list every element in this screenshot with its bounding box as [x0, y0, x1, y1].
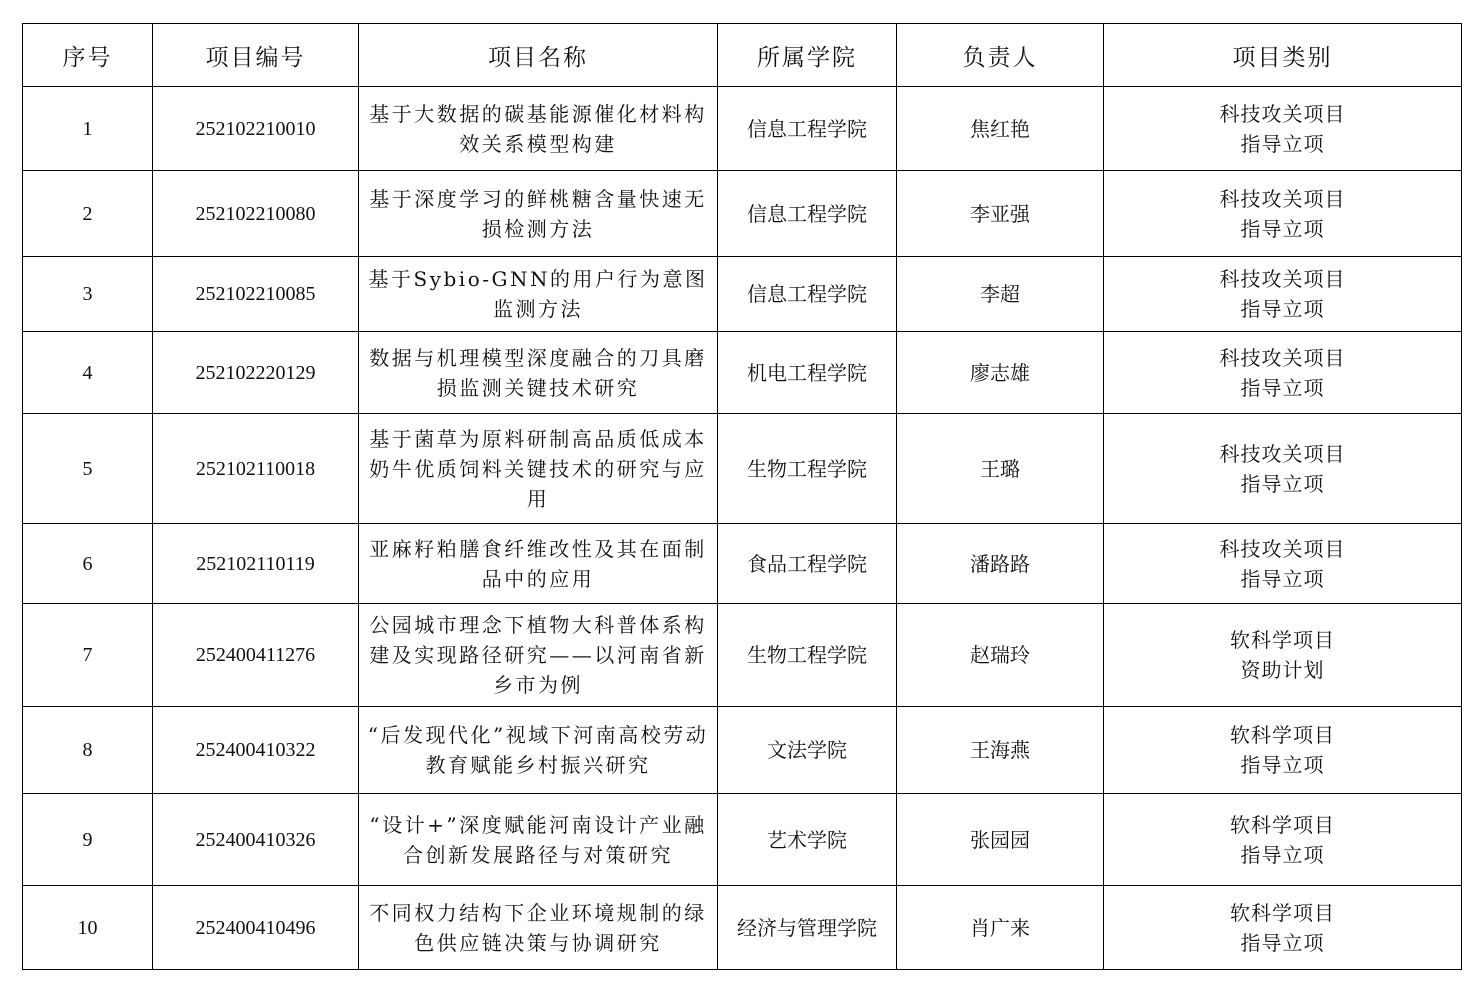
row-code: 252102220129	[153, 332, 359, 414]
row-college: 信息工程学院	[718, 257, 897, 332]
row-college: 食品工程学院	[718, 524, 897, 604]
row-category	[1104, 794, 1462, 886]
table-row	[23, 707, 1462, 794]
row-name: 基于深度学习的鲜桃糖含量快速无损检测方法	[359, 171, 718, 257]
category-plan: 指导立项	[1240, 753, 1325, 777]
row-code: 252102210080	[153, 171, 359, 257]
row-category	[1104, 171, 1462, 257]
category-plan: 指导立项	[1240, 471, 1325, 496]
table-row	[23, 171, 1462, 257]
row-leader: 肖广来	[897, 886, 1104, 970]
row-name: 基于Sybio-GNN的用户行为意图监测方法	[359, 257, 718, 332]
row-leader: 王璐	[897, 414, 1104, 524]
category-type: 科技攻关项目	[1219, 441, 1346, 466]
row-code: 252400410496	[153, 886, 359, 970]
row-no: 2	[23, 171, 153, 257]
row-name: 数据与机理模型深度融合的刀具磨损监测关键技术研究	[359, 332, 718, 414]
category-type: 软科学项目	[1230, 900, 1335, 925]
header-category: 项目类别	[1104, 24, 1462, 87]
row-category	[1104, 87, 1462, 171]
row-college: 艺术学院	[718, 794, 897, 886]
row-leader: 王海燕	[897, 707, 1104, 794]
category-type: 科技攻关项目	[1219, 536, 1346, 561]
row-name: “后发现代化”视域下河南高校劳动教育赋能乡村振兴研究	[359, 707, 718, 794]
row-code: 252400411276	[153, 604, 359, 707]
row-no: 4	[23, 332, 153, 414]
header-no: 序号	[23, 24, 153, 87]
row-no: 6	[23, 524, 153, 604]
row-no: 1	[23, 87, 153, 171]
row-code: 252102110018	[153, 414, 359, 524]
row-category	[1104, 886, 1462, 970]
category-type: 科技攻关项目	[1219, 345, 1346, 370]
header-row	[23, 24, 1462, 87]
row-name: 基于大数据的碳基能源催化材料构效关系模型构建	[359, 87, 718, 171]
table-row	[23, 87, 1462, 171]
category-plan: 指导立项	[1240, 842, 1325, 867]
row-code: 252102210085	[153, 257, 359, 332]
row-category	[1104, 524, 1462, 604]
table-row	[23, 414, 1462, 524]
row-no: 7	[23, 604, 153, 707]
row-category	[1104, 414, 1462, 524]
row-code: 252400410326	[153, 794, 359, 886]
row-college: 文法学院	[718, 707, 897, 794]
project-table	[22, 23, 1462, 970]
table-row	[23, 794, 1462, 886]
category-plan: 指导立项	[1240, 375, 1325, 400]
header-code: 项目编号	[153, 24, 359, 87]
row-college: 生物工程学院	[718, 414, 897, 524]
row-leader: 潘路路	[897, 524, 1104, 604]
row-college: 机电工程学院	[718, 332, 897, 414]
row-code: 252102210010	[153, 87, 359, 171]
row-leader: 张园园	[897, 794, 1104, 886]
row-college: 生物工程学院	[718, 604, 897, 707]
row-no: 5	[23, 414, 153, 524]
row-name: 不同权力结构下企业环境规制的绿色供应链决策与协调研究	[359, 886, 718, 970]
row-code: 252102110119	[153, 524, 359, 604]
row-category	[1104, 332, 1462, 414]
row-name: 公园城市理念下植物大科普体系构建及实现路径研究——以河南省新乡市为例	[359, 604, 718, 707]
table-row	[23, 257, 1462, 332]
header-name: 项目名称	[359, 24, 718, 87]
category-plan: 指导立项	[1240, 930, 1325, 955]
category-type: 科技攻关项目	[1219, 186, 1346, 211]
category-type: 软科学项目	[1230, 812, 1335, 837]
row-name: “设计+”深度赋能河南设计产业融合创新发展路径与对策研究	[359, 794, 718, 886]
row-leader: 李超	[897, 257, 1104, 332]
table-row	[23, 886, 1462, 970]
row-leader: 李亚强	[897, 171, 1104, 257]
row-name: 基于菌草为原料研制高品质低成本奶牛优质饲料关键技术的研究与应用	[359, 414, 718, 524]
row-leader: 赵瑞玲	[897, 604, 1104, 707]
row-college: 经济与管理学院	[718, 886, 897, 970]
table-row	[23, 604, 1462, 707]
header-college: 所属学院	[718, 24, 897, 87]
row-name: 亚麻籽粕膳食纤维改性及其在面制品中的应用	[359, 524, 718, 604]
table-row	[23, 524, 1462, 604]
category-type: 软科学项目	[1230, 723, 1335, 747]
category-type: 软科学项目	[1230, 628, 1335, 652]
row-college: 信息工程学院	[718, 87, 897, 171]
row-college: 信息工程学院	[718, 171, 897, 257]
row-category	[1104, 604, 1462, 707]
header-leader: 负责人	[897, 24, 1104, 87]
row-no: 8	[23, 707, 153, 794]
row-no: 10	[23, 886, 153, 970]
category-plan: 指导立项	[1240, 131, 1325, 156]
category-plan: 指导立项	[1240, 297, 1325, 321]
row-category	[1104, 707, 1462, 794]
category-plan: 资助计划	[1240, 658, 1325, 682]
row-code: 252400410322	[153, 707, 359, 794]
row-no: 3	[23, 257, 153, 332]
category-plan: 指导立项	[1240, 216, 1325, 241]
category-plan: 指导立项	[1240, 566, 1325, 591]
row-leader: 廖志雄	[897, 332, 1104, 414]
category-type: 科技攻关项目	[1219, 101, 1346, 126]
row-leader: 焦红艳	[897, 87, 1104, 171]
row-category	[1104, 257, 1462, 332]
row-no: 9	[23, 794, 153, 886]
table-row	[23, 332, 1462, 414]
category-type: 科技攻关项目	[1219, 267, 1346, 291]
